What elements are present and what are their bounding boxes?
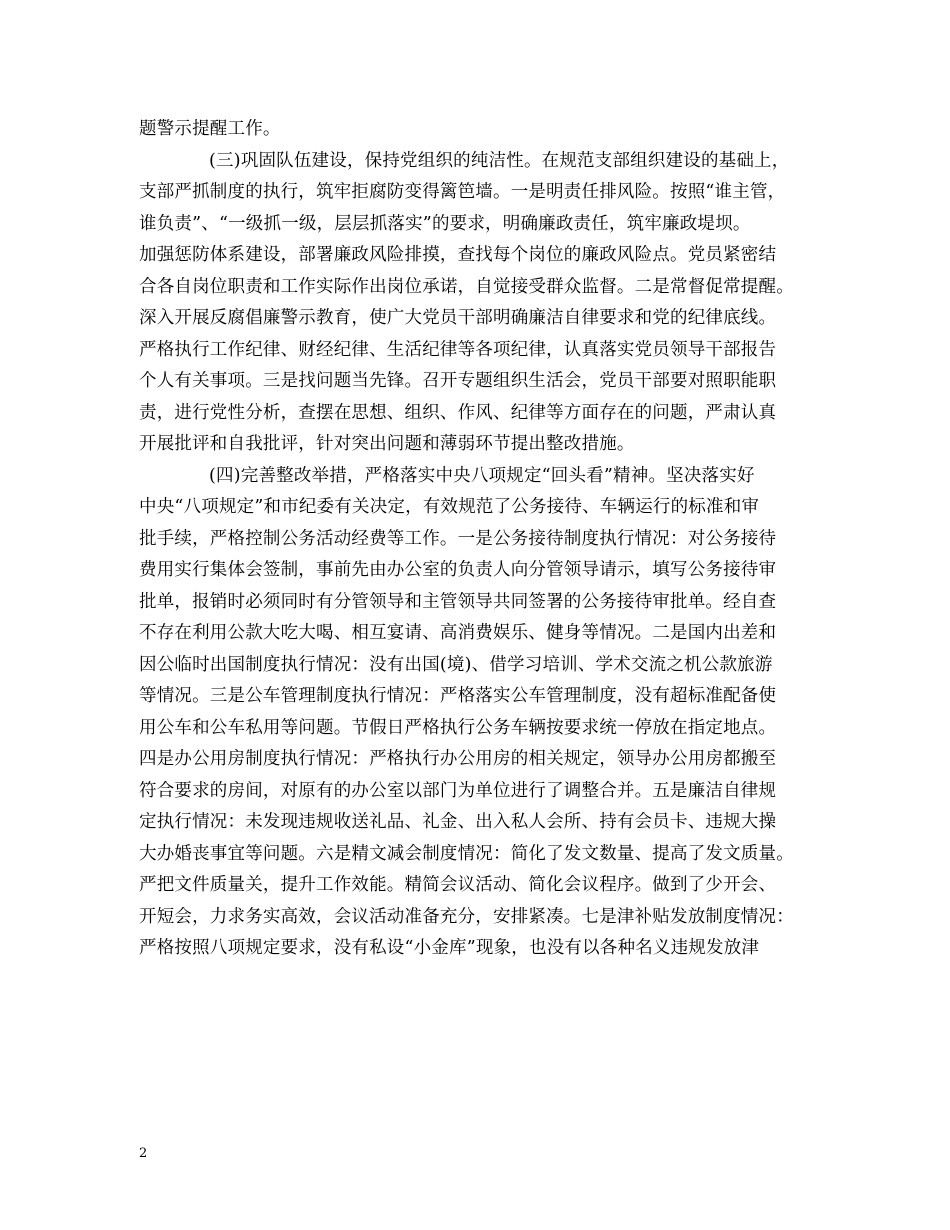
text-line: 严格按照八项规定要求，没有私设“小金库”现象，也没有以各种名义违规发放津: [139, 938, 760, 958]
text-line: 合各自岗位职责和工作实际作出岗位承诺，自觉接受群众监督。二是常督促常提醒。: [139, 276, 794, 297]
page-number: 2: [139, 1146, 148, 1161]
text-line: 严把文件质量关，提升工作效能。精简会议活动、简化会议程序。做到了少开会、: [139, 875, 777, 895]
text-line: 题警示提醒工作。: [139, 119, 281, 139]
text-line: 定执行情况：未发现违规收送礼品、礼金、出入私人会所、持有会员卡、违规大操: [139, 812, 777, 832]
text-line: (四)完善整改举措，严格落实中央八项规定“回头看”精神。坚决落实好: [209, 465, 755, 486]
text-line: 用公车和公车私用等问题。节假日严格执行公务车辆按要求统一停放在指定地点。: [139, 717, 777, 738]
text-line: 批手续，严格控制公务活动经费等工作。一是公务接待制度执行情况：对公务接待: [139, 528, 777, 549]
text-line: 费用实行集体会签制，事前先由办公室的负责人向分管领导请示，填写公务接待审: [139, 560, 777, 580]
text-line: 深入开展反腐倡廉警示教育，使广大党员干部明确廉洁自律要求和党的纪律底线。: [139, 308, 777, 328]
document-body: [139, 114, 839, 965]
text-line: 个人有关事项。三是找问题当先锋。召开专题组织生活会，党员干部要对照职能职: [139, 371, 777, 391]
text-line: 谁负责”、“一级抓一级，层层抓落实”的要求，明确廉政责任，筑牢廉政堤坝。: [139, 213, 751, 234]
text-line: 严格执行工作纪律、财经纪律、生活纪律等各项纪律，认真落实党员领导干部报告: [139, 339, 777, 360]
text-line: 不存在利用公款大吃大喝、相互宴请、高消费娱乐、健身等情况。二是国内出差和: [139, 623, 777, 643]
text-line: 大办婚丧事宜等问题。六是精文减会制度情况：简化了发文数量、提高了发文质量。: [139, 843, 794, 864]
text-line: 因公临时出国制度执行情况：没有出国(境)、借学习培训、学术交流之机公款旅游: [139, 654, 773, 675]
text-line: (三)巩固队伍建设，保持党组织的纯洁性。在规范支部组织建设的基础上，: [209, 150, 790, 171]
text-line: 中央“八项规定”和市纪委有关决定，有效规范了公务接待、车辆运行的标准和审: [139, 497, 760, 517]
text-line: 加强惩防体系建设，部署廉政风险排摸，查找每个岗位的廉政风险点。党员紧密结: [139, 245, 777, 265]
text-line: 四是办公用房制度执行情况：严格执行办公用房的相关规定，领导办公用房都搬至: [139, 749, 777, 769]
text-line: 支部严抓制度的执行，筑牢拒腐防变得篱笆墙。一是明责任排风险。按照“谁主管，: [139, 182, 786, 202]
text-line: 开展批评和自我批评，针对突出问题和薄弱环节提出整改措施。: [139, 434, 635, 454]
text-line: 责，进行党性分析，查摆在思想、组织、作风、纪律等方面存在的问题，严肃认真: [139, 402, 777, 423]
text-line: 等情况。三是公车管理制度执行情况：严格落实公车管理制度，没有超标准配备使: [139, 686, 777, 706]
text-line: 符合要求的房间，对原有的办公室以部门为单位进行了调整合并。五是廉洁自律规: [139, 780, 777, 801]
text-line: 批单，报销时必须同时有分管领导和主管领导共同签署的公务接待审批单。经自查: [139, 591, 777, 612]
text-line: 开短会，力求务实高效，会议活动准备充分，安排紧凑。七是津补贴发放制度情况：: [139, 906, 794, 927]
